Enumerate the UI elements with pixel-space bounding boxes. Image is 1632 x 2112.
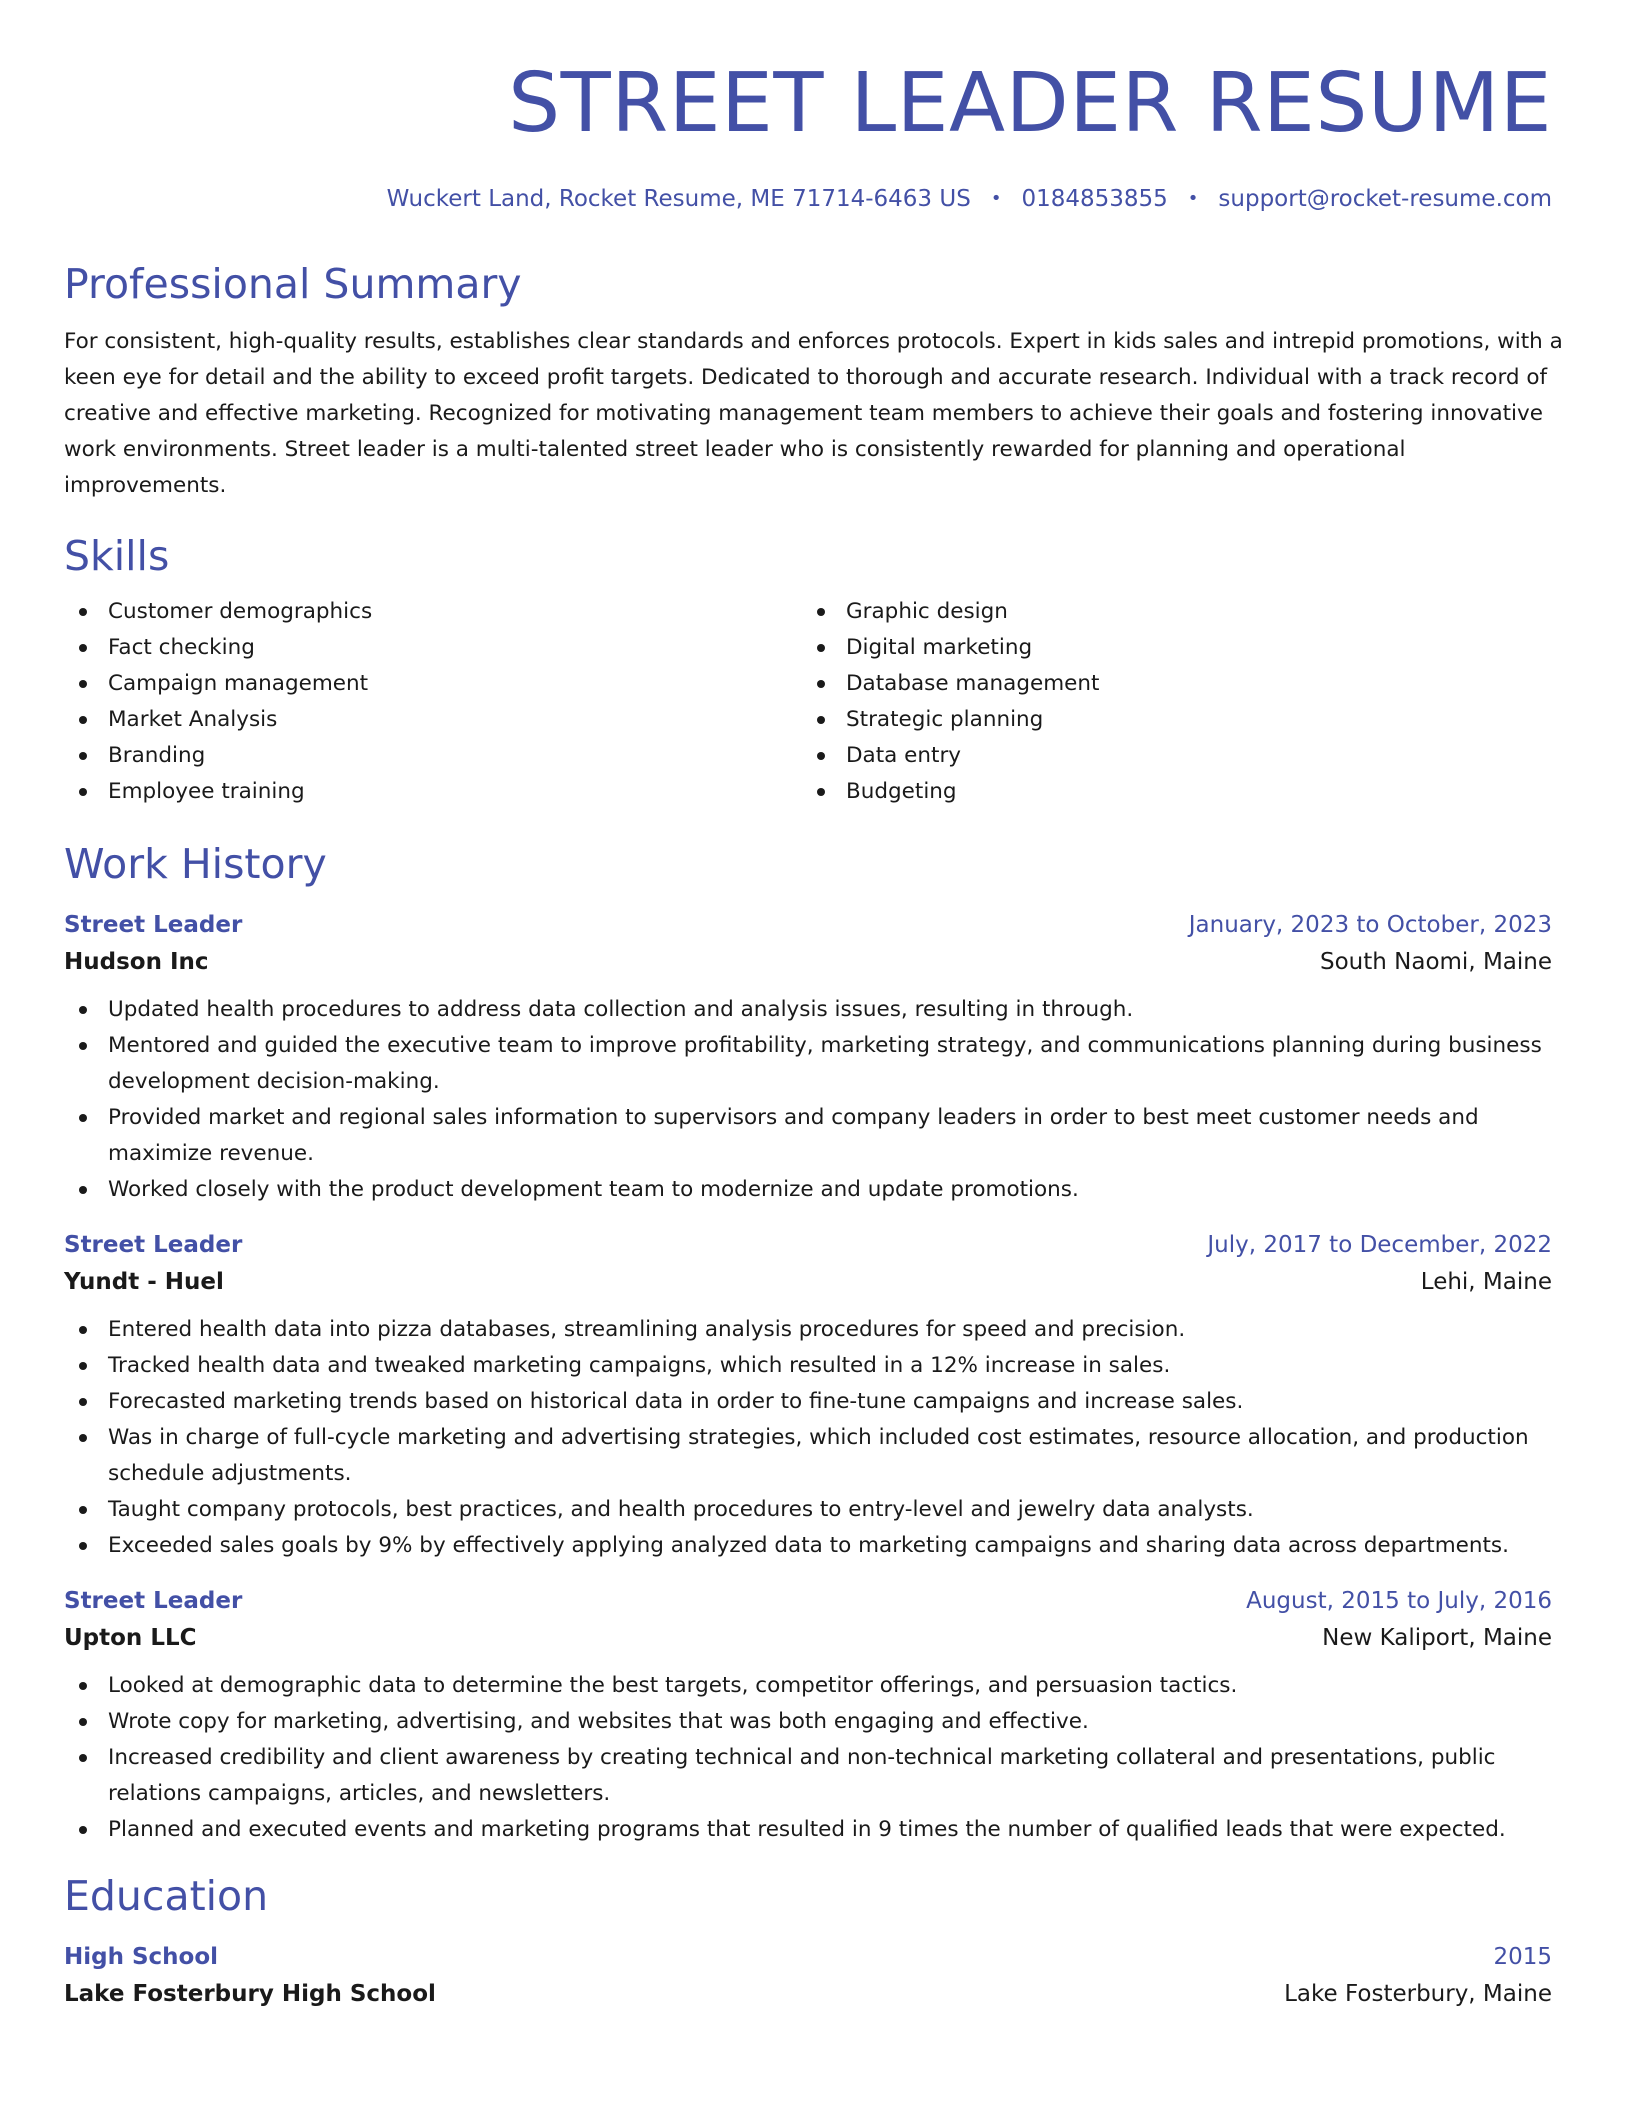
education-year: 2015 xyxy=(1493,1944,1552,1970)
skill-label: Graphic design xyxy=(846,599,1008,624)
skill-item xyxy=(64,774,802,810)
job-bullet-text: Looked at demographic data to determine the best targets, competitor offerings, and persuasion tactics. xyxy=(108,1673,1238,1698)
bullet-icon xyxy=(79,1006,87,1014)
job-bullet xyxy=(64,1172,1552,1208)
bullet-icon xyxy=(79,1434,87,1442)
summary-text: For consistent, high-quality results, establishes clear standards and enforces protocols. Expert in kids sales and intrepid promotions, with a keen eye for detail and the ability to exceed profit targets. Dedicated to thorough and accurate research. Individual with a track record of creative and effective marketing. Recognized for motivating management team members to achieve their goals and fostering innovative work environments. Street leader is a multi-talented street leader who is consistently rewarded for planning and operational improvements. xyxy=(64,329,1563,498)
job-bullet-text: Taught company protocols, best practices, and health procedures to entry-level and jewelry data analysts. xyxy=(108,1497,1254,1522)
bullet-icon xyxy=(79,1042,87,1050)
job-bullet xyxy=(64,1740,1552,1812)
job-bullet-text: Increased credibility and client awareness by creating technical and non-technical marketing collateral and presentations, public relations campaigns, articles, and newsletters. xyxy=(108,1745,1496,1806)
job-location: South Naomi, Maine xyxy=(1320,949,1552,975)
job-company: Hudson Inc xyxy=(64,949,209,975)
job-dates: August, 2015 to July, 2016 xyxy=(1246,1588,1552,1614)
skill-item xyxy=(64,702,802,738)
bullet-icon xyxy=(817,680,825,688)
job-bullets xyxy=(64,1668,1552,1848)
contact-line xyxy=(64,184,1552,214)
bullet-icon xyxy=(79,1542,87,1550)
education-heading: Education xyxy=(64,1872,269,1920)
job-bullet-text: Mentored and guided the executive team to improve profitability, marketing strategy, and communications planning during business development decision-making. xyxy=(108,1033,1542,1094)
job-header-row xyxy=(64,1584,1552,1618)
phone: 0184853855 xyxy=(1021,186,1168,212)
resume-title: STREET LEADER RESUME xyxy=(508,56,1552,151)
job-bullet-text: Updated health procedures to address data collection and analysis issues, resulting in through. xyxy=(108,997,1134,1022)
job-dates: July, 2017 to December, 2022 xyxy=(1207,1232,1552,1258)
skills-list xyxy=(64,594,1552,810)
skill-label: Budgeting xyxy=(846,779,957,804)
education-degree: High School xyxy=(64,1944,219,1970)
summary-heading: Professional Summary xyxy=(64,260,522,308)
bullet-icon xyxy=(817,608,825,616)
job-entry xyxy=(64,1584,1552,1848)
skill-label: Digital marketing xyxy=(846,635,1033,660)
job-bullet xyxy=(64,1100,1552,1172)
bullet-icon xyxy=(79,752,87,760)
skill-item xyxy=(802,738,1099,774)
education-school: Lake Fosterbury High School xyxy=(64,1981,436,2007)
bullet-icon xyxy=(79,1326,87,1334)
job-role: Street Leader xyxy=(64,1588,243,1614)
separator-dot: • xyxy=(1187,188,1199,209)
bullet-icon xyxy=(817,788,825,796)
job-bullets xyxy=(64,992,1552,1208)
skill-item xyxy=(64,738,802,774)
job-dates: January, 2023 to October, 2023 xyxy=(1188,912,1552,938)
job-bullet-text: Entered health data into pizza databases, streamlining analysis procedures for speed and precision. xyxy=(108,1317,1186,1342)
job-header-row xyxy=(64,908,1552,942)
job-bullet xyxy=(64,1668,1552,1704)
job-company: Upton LLC xyxy=(64,1625,197,1651)
bullet-icon xyxy=(79,788,87,796)
job-bullet xyxy=(64,1812,1552,1848)
job-bullet-text: Worked closely with the product development team to modernize and update promotions. xyxy=(108,1177,1079,1202)
bullet-icon xyxy=(79,716,87,724)
skills-heading: Skills xyxy=(64,532,170,580)
skill-item xyxy=(64,666,802,702)
job-bullet xyxy=(64,1384,1552,1420)
education-location: Lake Fosterbury, Maine xyxy=(1284,1981,1552,2007)
job-company-row xyxy=(64,1618,1552,1658)
bullet-icon xyxy=(79,1362,87,1370)
skill-item xyxy=(802,666,1099,702)
skills-column-right xyxy=(802,594,1099,810)
email-link[interactable]: support@rocket-resume.com xyxy=(1218,186,1552,212)
skill-item xyxy=(802,774,1099,810)
job-role: Street Leader xyxy=(64,1232,243,1258)
skill-label: Data entry xyxy=(846,743,962,768)
job-location: New Kaliport, Maine xyxy=(1322,1625,1552,1651)
job-company: Yundt - Huel xyxy=(64,1269,224,1295)
bullet-icon xyxy=(79,1754,87,1762)
skill-label: Branding xyxy=(108,743,206,768)
skill-item xyxy=(64,630,802,666)
job-bullet xyxy=(64,1348,1552,1384)
bullet-icon xyxy=(79,1682,87,1690)
job-bullet-text: Planned and executed events and marketing programs that resulted in 9 times the number of qualified leads that were expected. xyxy=(108,1817,1506,1842)
bullet-icon xyxy=(79,644,87,652)
address: Wuckert Land, Rocket Resume, ME 71714-6463 US xyxy=(386,186,971,212)
bullet-icon xyxy=(79,1114,87,1122)
skill-label: Campaign management xyxy=(108,671,369,696)
job-entry xyxy=(64,908,1552,1208)
skill-label: Customer demographics xyxy=(108,599,373,624)
job-bullet-text: Wrote copy for marketing, advertising, and websites that was both engaging and effective. xyxy=(108,1709,1089,1734)
skill-label: Market Analysis xyxy=(108,707,278,732)
skill-label: Fact checking xyxy=(108,635,255,660)
skill-item xyxy=(802,702,1099,738)
skill-item xyxy=(64,594,802,630)
education-school-row xyxy=(64,1974,1552,2014)
bullet-icon xyxy=(79,1186,87,1194)
bullet-icon xyxy=(817,752,825,760)
separator-dot: • xyxy=(990,188,1002,209)
job-location: Lehi, Maine xyxy=(1420,1269,1552,1295)
skill-label: Employee training xyxy=(108,779,305,804)
bullet-icon xyxy=(79,1718,87,1726)
education-header-row xyxy=(64,1940,1552,1974)
job-bullet xyxy=(64,1704,1552,1740)
skill-label: Strategic planning xyxy=(846,707,1044,732)
skills-column-left xyxy=(64,594,802,810)
work-history-heading: Work History xyxy=(64,840,327,888)
bullet-icon xyxy=(79,1826,87,1834)
skill-label: Database management xyxy=(846,671,1100,696)
job-company-row xyxy=(64,942,1552,982)
job-bullet-text: Was in charge of full-cycle marketing and advertising strategies, which included cost estimates, resource allocation, and production schedule adjustments. xyxy=(108,1425,1529,1486)
job-bullet xyxy=(64,992,1552,1028)
education-entry xyxy=(64,1940,1552,2014)
job-header-row xyxy=(64,1228,1552,1262)
job-bullet-text: Tracked health data and tweaked marketing campaigns, which resulted in a 12% increase in sales. xyxy=(108,1353,1171,1378)
skill-item xyxy=(802,630,1099,666)
job-bullet-text: Forecasted marketing trends based on historical data in order to fine-tune campaigns and increase sales. xyxy=(108,1389,1244,1414)
job-bullets xyxy=(64,1312,1552,1564)
bullet-icon xyxy=(79,680,87,688)
job-entry xyxy=(64,1228,1552,1564)
bullet-icon xyxy=(817,644,825,652)
bullet-icon xyxy=(79,1398,87,1406)
job-bullet xyxy=(64,1492,1552,1528)
bullet-icon xyxy=(817,716,825,724)
job-bullet-text: Provided market and regional sales information to supervisors and company leaders in order to best meet customer needs and maximize revenue. xyxy=(108,1105,1479,1166)
job-bullet xyxy=(64,1312,1552,1348)
job-role: Street Leader xyxy=(64,912,243,938)
job-bullet xyxy=(64,1420,1552,1492)
job-company-row xyxy=(64,1262,1552,1302)
bullet-icon xyxy=(79,1506,87,1514)
job-bullet xyxy=(64,1028,1552,1100)
job-bullet xyxy=(64,1528,1552,1564)
bullet-icon xyxy=(79,608,87,616)
job-bullet-text: Exceeded sales goals by 9% by effectively applying analyzed data to marketing campaigns and sharing data across departments. xyxy=(108,1533,1509,1558)
skill-item xyxy=(802,594,1099,630)
